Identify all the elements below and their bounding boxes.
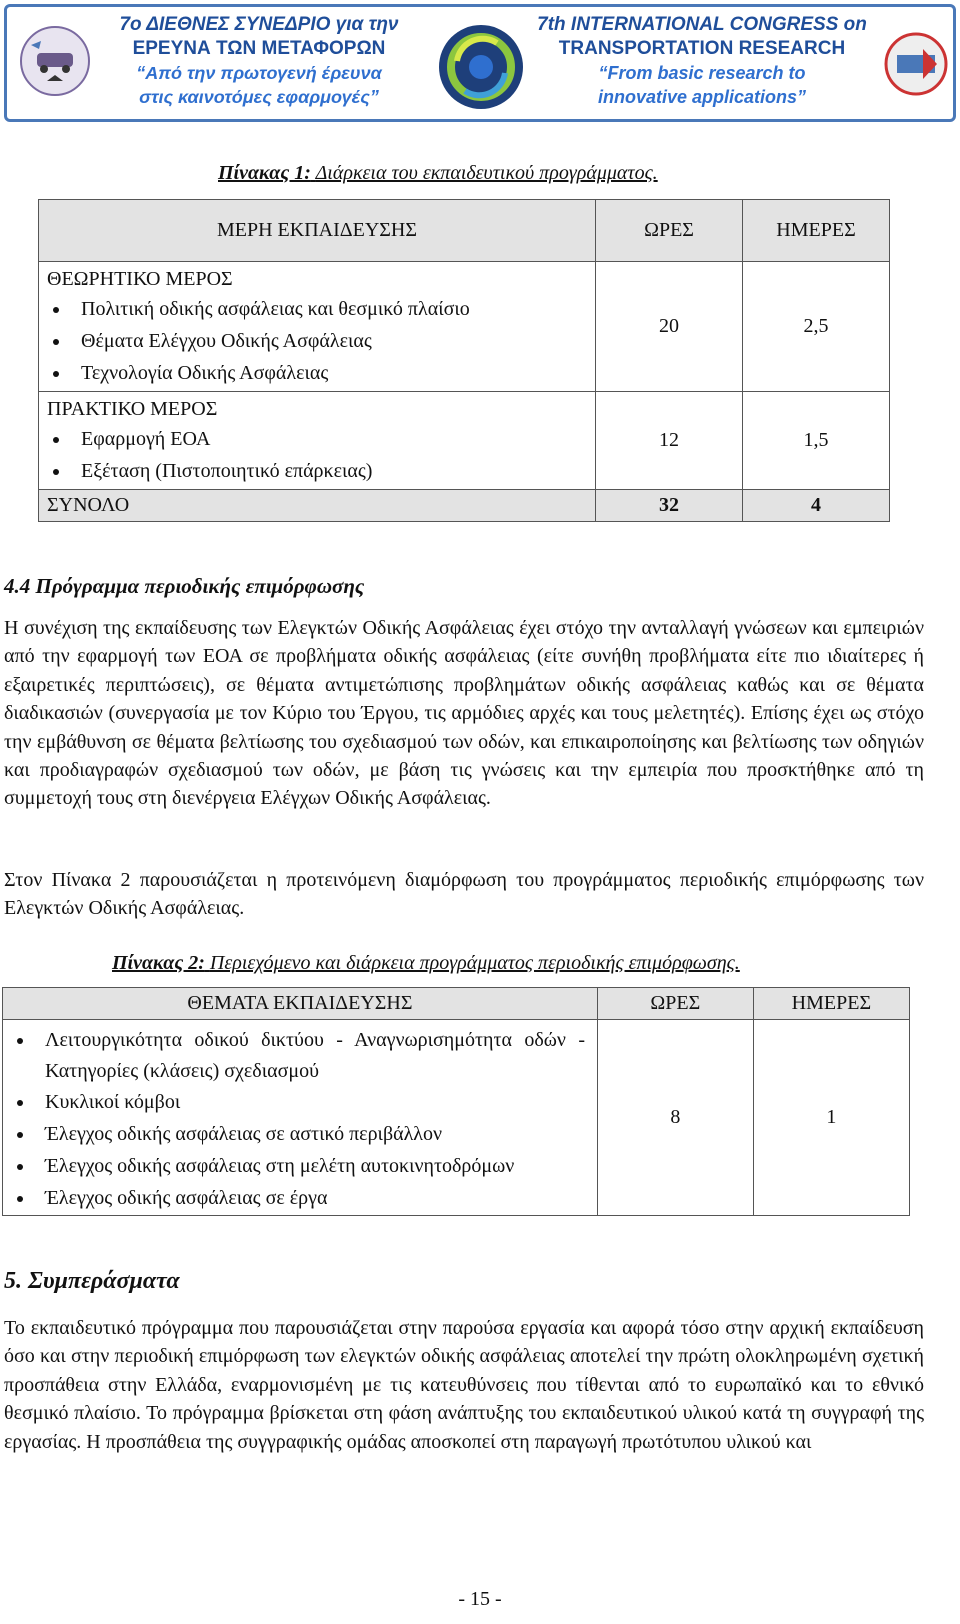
table1-practice-cell: [39, 392, 596, 490]
table1-row-theory: [39, 262, 890, 392]
bullet-icon: [17, 1196, 23, 1202]
list-item: Έλεγχος οδικής ασφάλειας σε έργα: [11, 1183, 589, 1215]
table2-header-hours: ΩΡΕΣ: [597, 988, 753, 1020]
banner-english-line4: innovative applications”: [597, 87, 807, 107]
table1-total-days: 4: [743, 490, 890, 522]
bullet-icon: [17, 1164, 23, 1170]
table1-row-practice: [39, 392, 890, 490]
table1-header-row: [39, 200, 890, 262]
table2-hours: 8: [597, 1020, 753, 1216]
table2-caption-label: Πίνακας 2:: [112, 952, 205, 974]
table2-topics-cell: [3, 1020, 598, 1216]
table1-header-parts: ΜΕΡΗ ΕΚΠΑΙΔΕΥΣΗΣ: [39, 200, 596, 262]
bullet-icon: [17, 1132, 23, 1138]
table2-header-topics: ΘΕΜΑΤΑ ΕΚΠΑΙΔΕΥΣΗΣ: [3, 988, 598, 1020]
bullet-icon: [53, 469, 59, 475]
table1-caption-text: Διάρκεια του εκπαιδευτικού προγράμματος.: [315, 162, 658, 184]
table1-total-label: ΣΥΝΟΛΟ: [39, 490, 596, 522]
list-item: Κυκλικοί κόμβοι: [11, 1087, 589, 1119]
table2-days: 1: [753, 1020, 909, 1216]
table1: [38, 199, 890, 522]
list-item: Πολιτική οδικής ασφάλειας και θεσμικό πλαίσιο: [47, 294, 587, 326]
bullet-icon: [53, 307, 59, 313]
table1-total-row: [39, 490, 890, 522]
banner-english-text: [527, 13, 877, 109]
section-5-paragraph: Το εκπαιδευτικό πρόγραμμα που παρουσιάζεται στην παρούσα εργασία και αφορά τόσο στην αρχική εκπαίδευση όσο και στην περιοδική επιμόρφωση των ελεγκτών οδικής ασφάλειας αποτελεί την πρώτη ολοκληρωμένη σχετική προσπάθεια στην Ελλάδα, εναρμονισμένη με τις κατευθύνσεις που τίθενται από το ευρωπαϊκό και το εθνικό θεσμικό πλαίσιο. Το πρόγραμμα βρίσκεται στη φάση ανάπτυξης του εκπαιδευτικού υλικού κατά τη συγγραφή της εργασίας. Η προσπάθεια της συγγραφικής ομάδας αποσκοπεί στη παραγωγή πρωτότυπου υλικού και: [4, 1317, 924, 1453]
banner-english-line2: TRANSPORTATION RESEARCH: [558, 38, 846, 59]
list-item: Λειτουργικότητα οδικού δικτύου - Αναγνωρισημότητα οδών - Κατηγορίες (κλάσεις) σχεδιασμού: [11, 1021, 589, 1087]
banner-greek-text: [99, 13, 419, 109]
globe-logo-icon: [435, 21, 527, 113]
table2: [2, 987, 910, 1216]
table1-theory-days: 2,5: [743, 262, 890, 392]
bullet-icon: [53, 437, 59, 443]
section-4-4-paragraph-2: Στον Πίνακα 2 παρουσιάζεται η προτεινόμενη διαμόρφωση του προγράμματος περιοδικής επιμόρφωσης των Ελεγκτών Οδικής Ασφάλειας.: [4, 869, 924, 920]
table2-header-row: [3, 988, 910, 1020]
congress-banner: [4, 4, 956, 122]
transport-logo-icon: [17, 23, 93, 99]
bullet-icon: [17, 1038, 23, 1044]
banner-english-line1: 7th INTERNATIONAL CONGRESS on: [537, 14, 867, 35]
table1-caption: [218, 162, 658, 185]
list-item: Εφαρμογή ΕΟΑ: [47, 424, 587, 456]
page-number: - 15 -: [458, 1588, 502, 1610]
list-item: Έλεγχος οδικής ασφάλειας σε αστικό περιβάλλον: [11, 1119, 589, 1151]
table2-header-days: ΗΜΕΡΕΣ: [753, 988, 909, 1020]
list-item: Έλεγχος οδικής ασφάλειας στη μελέτη αυτοκινητοδρόμων: [11, 1151, 589, 1183]
table1-practice-hours: 12: [596, 392, 743, 490]
table2-caption: [112, 952, 740, 975]
bullet-icon: [53, 339, 59, 345]
section-4-4-heading: 4.4 Πρόγραμμα περιοδικής επιμόρφωσης: [4, 574, 365, 598]
banner-greek-line1: 7ο ΔΙΕΘΝΕΣ ΣΥΝΕΔΡΙΟ για την: [119, 14, 399, 35]
table1-caption-label: Πίνακας 1:: [218, 162, 311, 184]
bullet-icon: [17, 1100, 23, 1106]
banner-greek-line4: στις καινοτόμες εφαρμογές”: [139, 87, 379, 107]
table1-header-days: ΗΜΕΡΕΣ: [743, 200, 890, 262]
road-sign-logo-icon: [883, 31, 949, 97]
list-item: Θέματα Ελέγχου Οδικής Ασφάλειας: [47, 326, 587, 358]
table1-practice-days: 1,5: [743, 392, 890, 490]
table1-header-hours: ΩΡΕΣ: [596, 200, 743, 262]
banner-greek-line2: ΕΡΕΥΝΑ ΤΩΝ ΜΕΤΑΦΟΡΩΝ: [132, 38, 386, 59]
table1-total-hours: 32: [596, 490, 743, 522]
section-4-4-paragraph-1: Η συνέχιση της εκπαίδευσης των Ελεγκτών Οδικής Ασφάλειας έχει στόχο την ανταλλαγή γνώσεων και εμπειριών από την εφαρμογή των ΕΟΑ σε προβλήματα οδικής ασφάλειας (είτε συνήθη προβλήματα είτε πιο ιδιαίτερες ή εξαιρετικές περιπτώσεις), σε θέματα αντιμετώπισης προβλημάτων οδικής ασφάλειας καθώς και σε θέματα διαδικασιών (συνεργασία με τον Κύριο του Έργου, τις αρμόδιες αρχές και τους μελετητές). Επίσης έχει ως στόχο την εμβάθυνση σε θέματα βελτίωσης του σχεδιασμού των οδών, και επικαιροποίησης και βελτίωσης των οδηγιών και προδιαγραφών σχεδιασμού των οδών, με βάση τις γνώσεις και την εμπειρία που προσκτήθηκε από τη συμμετοχή τους στη διενέργεια Ελέγχων Οδικής Ασφάλειας.: [4, 617, 924, 810]
table1-theory-section: ΘΕΩΡΗΤΙΚΟ ΜΕΡΟΣ: [47, 267, 233, 290]
table2-content-row: [3, 1020, 910, 1216]
bullet-icon: [53, 371, 59, 377]
banner-english-line3: “From basic research to: [598, 63, 806, 83]
table1-practice-section: ΠΡΑΚΤΙΚΟ ΜΕΡΟΣ: [47, 397, 218, 420]
table1-theory-hours: 20: [596, 262, 743, 392]
list-item: Τεχνολογία Οδικής Ασφάλειας: [47, 358, 587, 390]
table2-caption-text: Περιεχόμενο και διάρκεια προγράμματος περιοδικής επιμόρφωσης.: [209, 952, 740, 974]
section-5-heading: 5. Συμπεράσματα: [4, 1268, 180, 1294]
table1-theory-cell: [39, 262, 596, 392]
list-item: Εξέταση (Πιστοποιητικό επάρκειας): [47, 456, 587, 488]
banner-greek-line3: “Από την πρωτογενή έρευνα: [136, 63, 382, 83]
